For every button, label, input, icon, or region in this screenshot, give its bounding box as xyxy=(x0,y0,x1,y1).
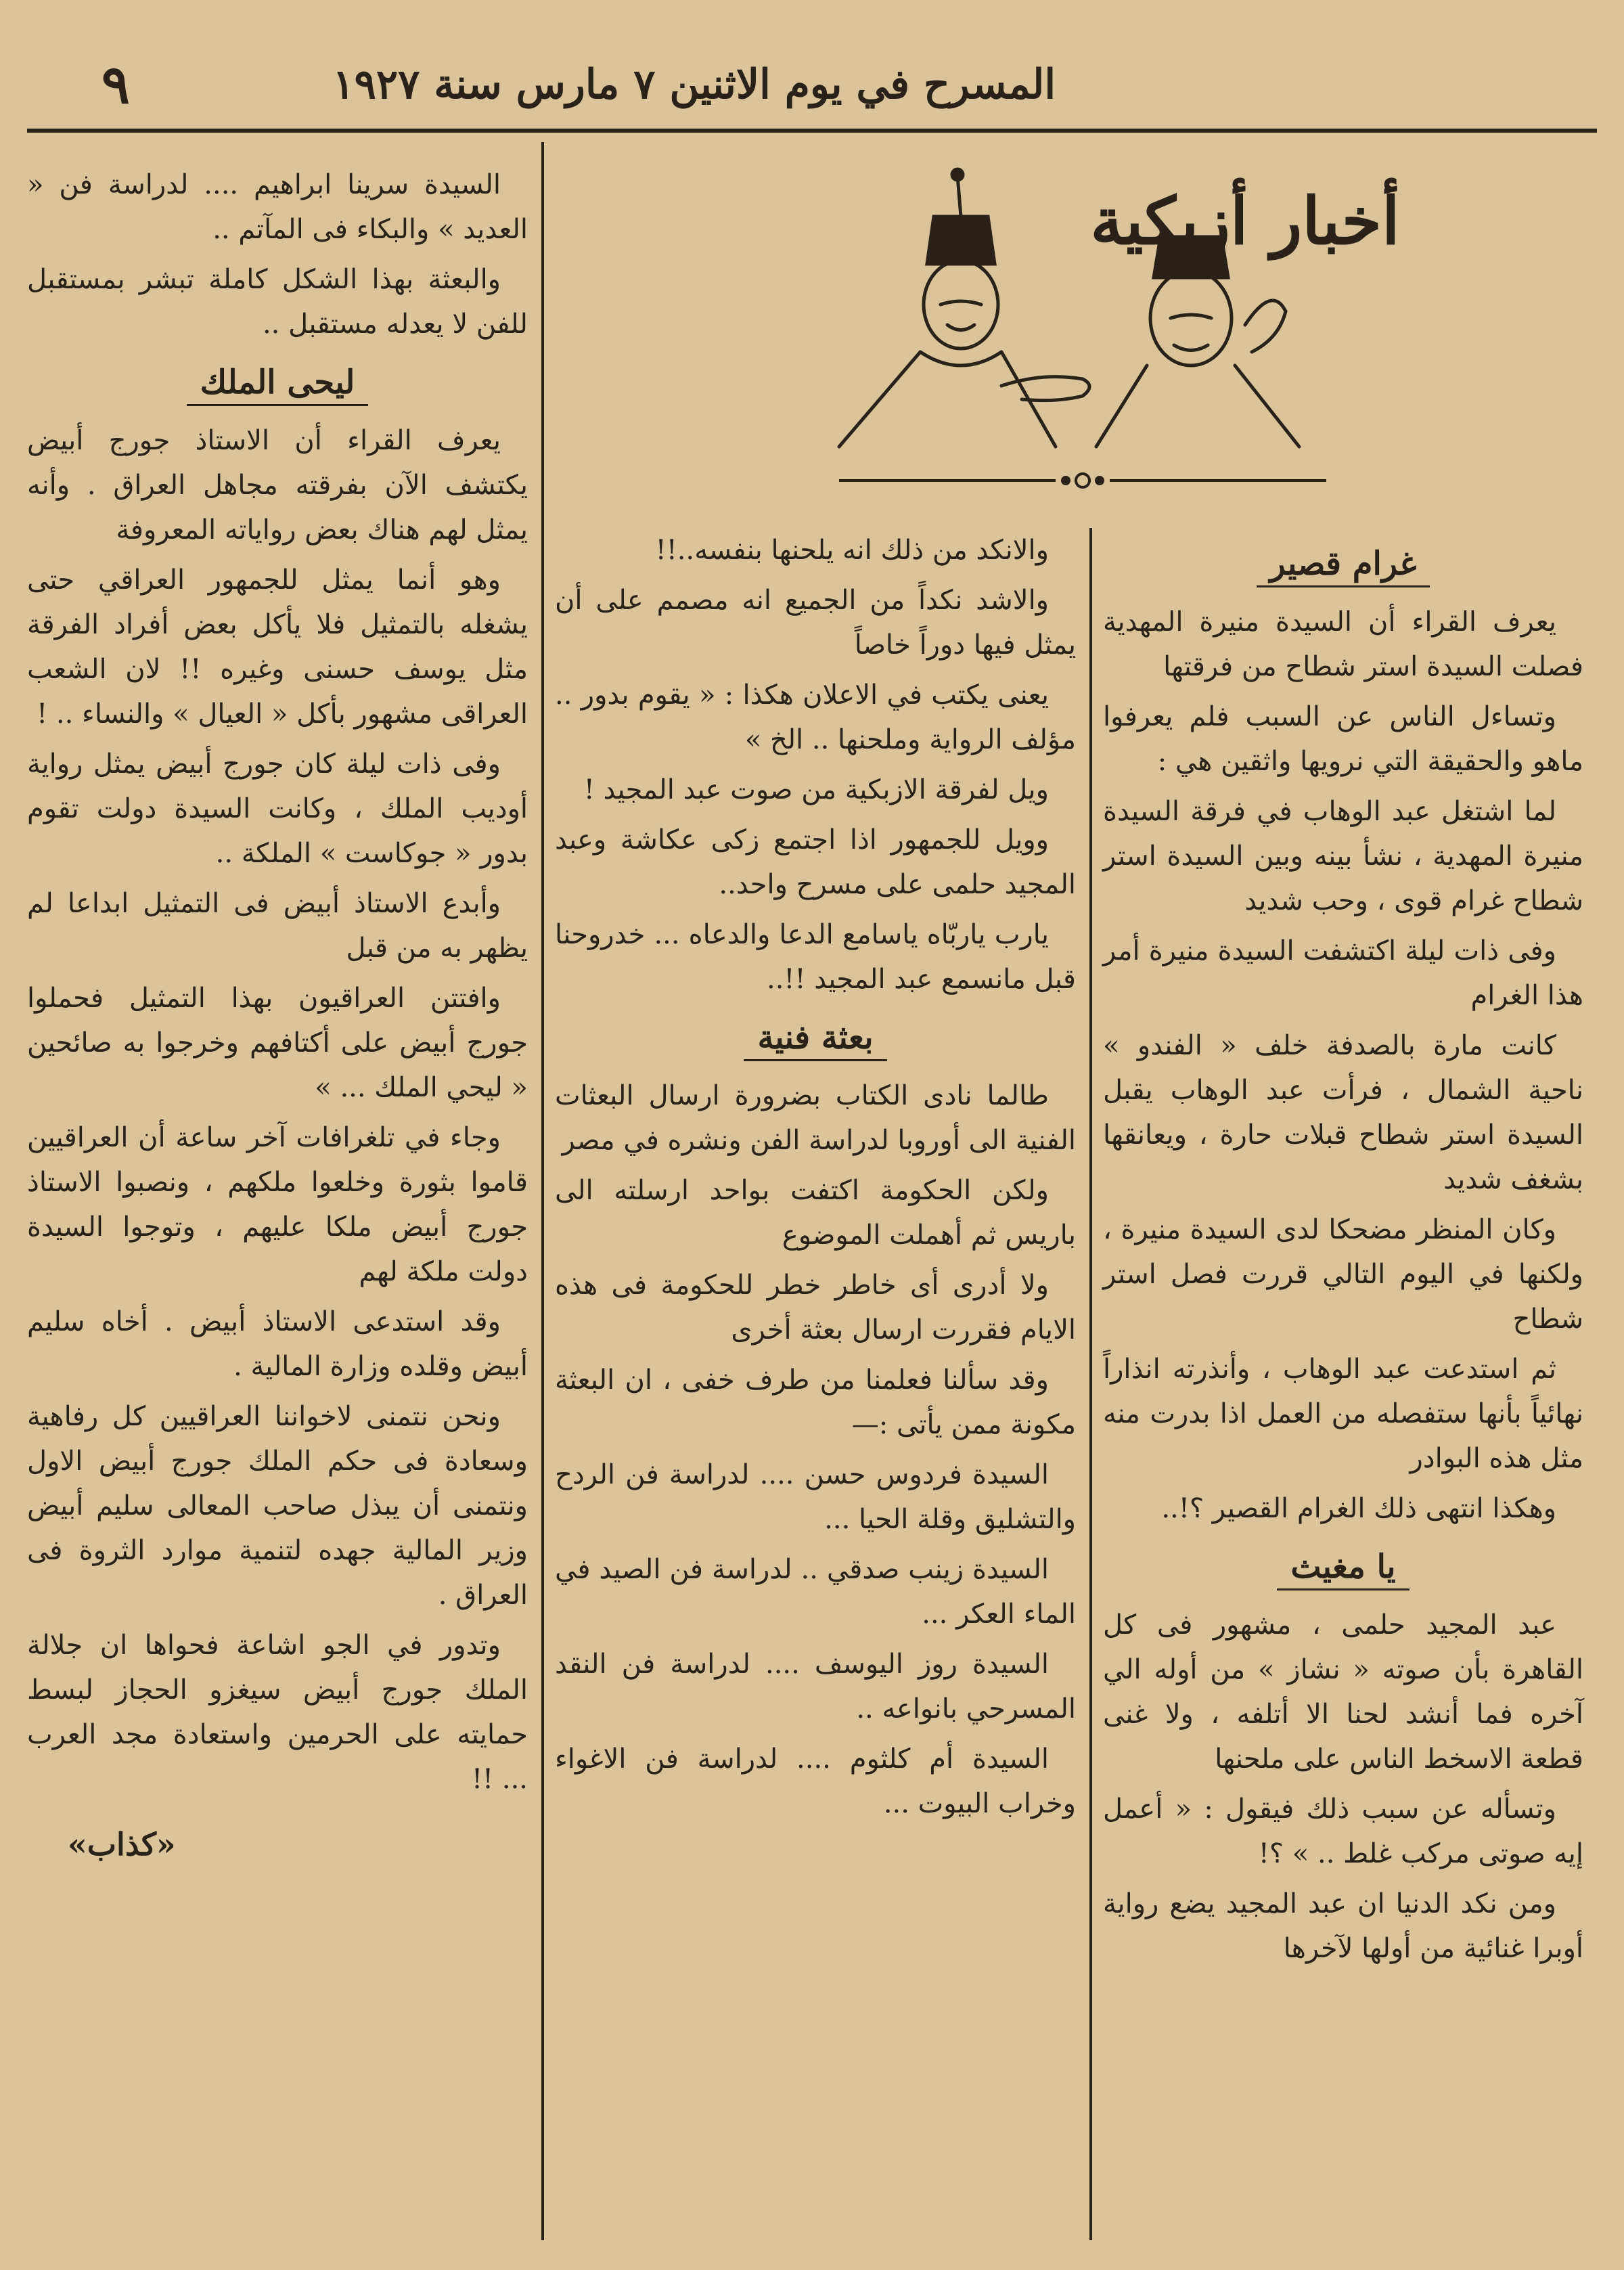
column-rule-left xyxy=(541,142,544,2240)
article-paragraph: وفى ذات ليلة كان جورج أبيض يمثل رواية أوديب الملك ، وكانت السيدة دولت تقوم بدور « جوكاست » الملكة .. xyxy=(27,749,528,869)
section-heading-ya-mugheeth: يا مغيث xyxy=(1103,1543,1583,1590)
article-paragraph: السيدة سرينا ابراهيم .... لدراسة فن « العديد » والبكاء فى المآتم .. xyxy=(27,169,528,245)
article-paragraph: السيدة أم كلثوم .... لدراسة فن الاغواء وخراب البيوت ... xyxy=(555,1743,1076,1819)
article-paragraph: وجاء في تلغرافات آخر ساعة أن العراقيين قاموا بثورة وخلعوا ملكهم ، ونصبوا الاستاذ جورج أبيض ملكا عليهم ، وتوجوا السيدة دولت ملكة لهم xyxy=(27,1122,528,1287)
article-paragraph: ومن نكد الدنيا ان عبد المجيد يضع رواية أوبرا غنائية من أولها لآخرها xyxy=(1103,1888,1583,1964)
article-paragraph: وكان المنظر مضحكا لدى السيدة منيرة ، ولكنها في اليوم التالي قررت فصل استر شطاح xyxy=(1103,1214,1583,1335)
article-paragraph: وهو أنما يمثل للجمهور العراقي حتى يشغله بالتمثيل فلا يأكل بعض أفراد الفرقة مثل يوسف حسنى وغيره !! لان الشعب العراقى مشهور بأكل « العيال » والنساء .. ! xyxy=(27,564,528,730)
cartoon-masthead xyxy=(812,169,1400,453)
article-paragraph: يارب ياربّاه ياسامع الدعا والدعاه ... خدروحنا قبل مانسمع عبد المجيد !!.. xyxy=(555,919,1076,995)
section-heading-short-romance: غرام قصير xyxy=(1103,540,1583,587)
article-paragraph: وقد سألنا فعلمنا من طرف خفى ، ان البعثة مكونة ممن يأتى :— xyxy=(555,1364,1076,1440)
article-paragraph: السيدة فردوس حسن .... لدراسة فن الردح والتشليق وقلة الحيا ... xyxy=(555,1459,1076,1535)
article-paragraph: ونحن نتمنى لاخواننا العراقيين كل رفاهية وسعادة فى حكم الملك جورج أبيض الاول ونتمنى أن يبذل صاحب المعالى سليم أبيض وزير المالية جهده لتنمية موارد الثروة فى العراق . xyxy=(27,1401,528,1611)
article-paragraph: ولا أدرى أى خاطر خطر للحكومة فى هذه الايام فقررت ارسال بعثة أخرى xyxy=(555,1270,1076,1345)
page-number: ٩ xyxy=(102,54,130,116)
article-signature: «كذاب» xyxy=(68,1826,176,1863)
article-paragraph: وفى ذات ليلة اكتشفت السيدة منيرة أمر هذا الغرام xyxy=(1103,935,1583,1011)
section-heading-long-live-the-king: ليحى الملك xyxy=(27,359,528,406)
ornament-divider xyxy=(839,467,1326,494)
article-paragraph: كانت مارة بالصدفة خلف « الفندو » ناحية الشمال ، فرأت عبد الوهاب يقبل السيدة استر شطاح قبلات حارة ، ويعانقها بشغف شديد xyxy=(1103,1030,1583,1195)
article-paragraph: وتسأله عن سبب ذلك فيقول : « أعمل إيه صوتى مركب غلط .. » ؟! xyxy=(1103,1794,1583,1869)
article-paragraph: وأبدع الاستاذ أبيض فى التمثيل ابداعا لم يظهر به من قبل xyxy=(27,888,528,964)
article-paragraph: والانكد من ذلك انه يلحنها بنفسه..!! xyxy=(655,535,1049,566)
article-paragraph: لما اشتغل عبد الوهاب في فرقة السيدة منيرة المهدية ، نشأ بينه وبين السيدة استر شطاح غرام قوى ، وحب شديد xyxy=(1103,796,1583,916)
article-paragraph: وويل للجمهور اذا اجتمع زكى عكاشة وعبد المجيد حلمى على مسرح واحد.. xyxy=(555,824,1076,900)
article-paragraph: طالما نادى الكتاب بضرورة ارسال البعثات الفنية الى أوروبا لدراسة الفن ونشره في مصر xyxy=(555,1080,1076,1156)
article-paragraph: وتدور في الجو اشاعة فحواها ان جلالة الملك جورج أبيض سيغزو الحجاز لبسط حمايته على الحرمين واستعادة مجد العرب ... !! xyxy=(27,1630,528,1795)
article-paragraph: والاشد نكداً من الجميع انه مصمم على أن يمثل فيها دوراً خاصاً xyxy=(555,585,1076,661)
right-column xyxy=(1103,528,1583,2247)
header-title: المسرح في يوم الاثنين ٧ مارس سنة ١٩٢٧ xyxy=(332,61,1056,108)
left-column xyxy=(27,162,528,2247)
page-header xyxy=(27,41,1597,133)
section-heading-art-mission: بعثة فنية xyxy=(555,1014,1076,1061)
article-paragraph: ولكن الحكومة اكتفت بواحد ارسلته الى باريس ثم أهملت الموضوع xyxy=(555,1175,1076,1251)
article-paragraph: وقد استدعى الاستاذ أبيض . أخاه سليم أبيض وقلده وزارة المالية . xyxy=(27,1306,528,1382)
article-paragraph: يعنى يكتب في الاعلان هكذا : « يقوم بدور .. مؤلف الرواية وملحنها .. الخ » xyxy=(555,680,1076,755)
middle-column xyxy=(555,528,1076,2247)
article-paragraph: السيدة زينب صدقي .. لدراسة فن الصيد في الماء العكر ... xyxy=(555,1554,1076,1630)
cartoon-title: أخبار أزبكية xyxy=(1090,183,1400,259)
article-paragraph: ثم استدعت عبد الوهاب ، وأنذرته انذاراً نهائياً بأنها ستفصله من العمل اذا بدرت منه مثل هذه البوادر xyxy=(1103,1354,1583,1474)
article-paragraph: وهكذا انتهى ذلك الغرام القصير ؟!.. xyxy=(1161,1493,1556,1524)
article-paragraph: ويل لفرقة الازبكية من صوت عبد المجيد ! xyxy=(583,774,1049,805)
article-paragraph: عبد المجيد حلمى ، مشهور فى كل القاهرة بأن صوته « نشاز » من أوله الي آخره فما أنشد لحنا الا أتلفه ، ولا غنى قطعة الاسخط الناس على ملحنها xyxy=(1103,1609,1583,1775)
article-paragraph: وافتتن العراقيون بهذا التمثيل فحملوا جورج أبيض على أكتافهم وخرجوا به صائحين « ليحي الملك ... » xyxy=(27,983,528,1103)
article-paragraph: السيدة روز اليوسف .... لدراسة فن النقد المسرحي بانواعه .. xyxy=(555,1649,1076,1724)
article-paragraph: يعرف القراء أن الاستاذ جورج أبيض يكتشف الآن بفرقته مجاهل العراق . وأنه يمثل لهم هناك بعض رواياته المعروفة xyxy=(27,425,528,546)
article-paragraph: والبعثة بهذا الشكل كاملة تبشر بمستقبل للفن لا يعدله مستقبل .. xyxy=(27,264,528,340)
column-rule-right xyxy=(1089,528,1092,2240)
article-paragraph: وتساءل الناس عن السبب فلم يعرفوا ماهو والحقيقة التي نرويها واثقين هي : xyxy=(1103,701,1583,777)
article-paragraph: يعرف القراء أن السيدة منيرة المهدية فصلت السيدة استر شطاح من فرقتها xyxy=(1103,606,1583,682)
